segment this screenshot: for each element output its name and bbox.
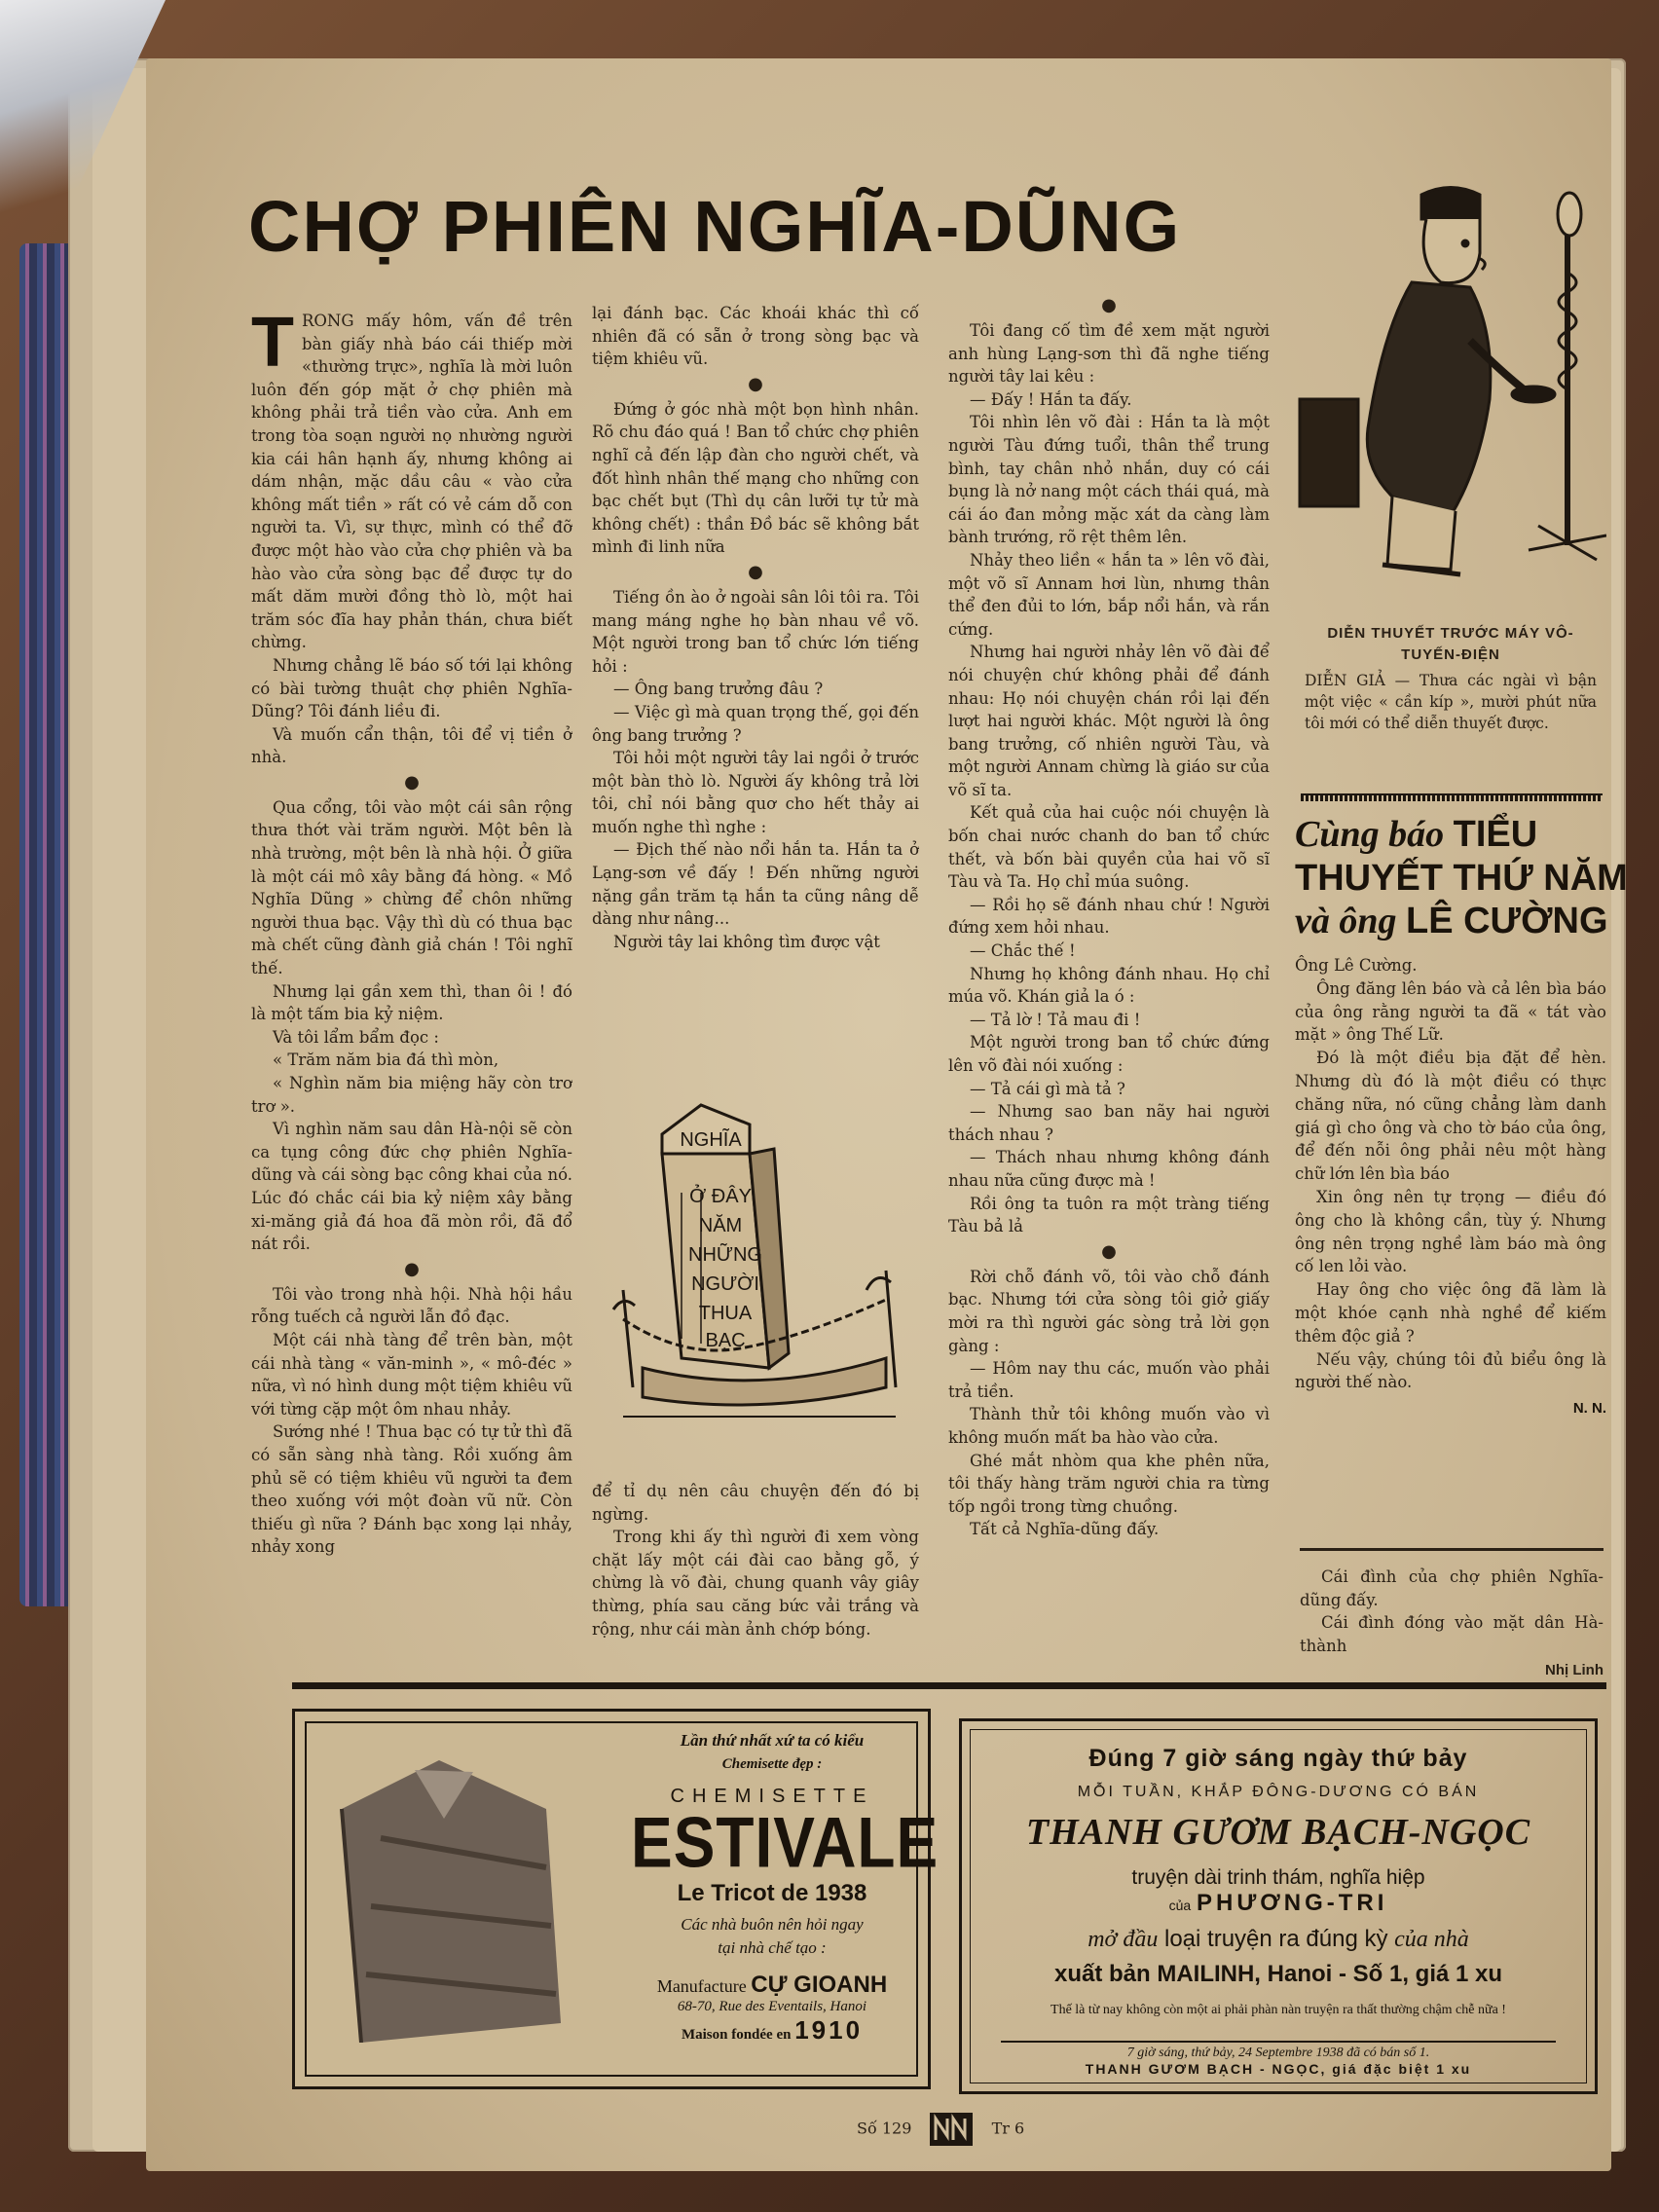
article-paragraph: Một người trong ban tổ chức đứng lên võ đài nói xuống : xyxy=(948,1033,1270,1075)
article-paragraph: Rồi ông ta tuôn ra một tràng tiếng Tàu bả lả xyxy=(948,1194,1270,1236)
article-paragraph: Nhảy theo liền « hắn ta » lên võ đài, một võ sĩ Annam hơi lùn, nhưng thân thể đen đủi to lớn, bắp nổi hắn, và rắn cứng. xyxy=(948,550,1270,639)
ad-line: tại nhà chế tạo : xyxy=(718,1938,827,1957)
promo-paragraph: Xin ông nên tự trọng — điều đó ông cho là không cần, tùy ý. Nhưng ông nên trọng nghề làm báo mà ông cố len lỏi vào. xyxy=(1295,1187,1606,1276)
dialogue-line: — Hôm nay thu các, muốn vào phải trả tiền. xyxy=(948,1359,1270,1401)
novel-ad xyxy=(959,1718,1598,2094)
page-number: Tr 6 xyxy=(991,2119,1025,2138)
page-footer xyxy=(857,2113,1090,2146)
promo-line: LÊ CƯỜNG xyxy=(1406,901,1608,941)
article-column-2 xyxy=(592,302,919,1100)
author-signature: Nhị Linh xyxy=(1545,1662,1604,1679)
monument-word: NĂM xyxy=(698,1215,743,1236)
cartoon-text: DIỄN GIẢ — Thưa các ngài vì bận một việc « cần kíp », mười phút nữa tôi mới có thể diễn thuyết được. xyxy=(1305,672,1597,732)
article-paragraph: lại đánh bạc. Các khoái khác thì cố nhiên đã có sẵn ở trong sòng bạc và tiệm khiêu vũ. xyxy=(592,304,919,369)
article-paragraph: RONG mấy hôm, vấn đề trên bàn giấy nhà báo cái thiếp mời «thường trực», nghĩa là mời luôn luôn đến góp mặt ở chợ phiên mà không phải trả tiền vào cửa. Anh em trong tòa soạn người nọ nhường người kia cái hân hạnh ấy, nhưng không ai dám nhận, mặc dầu câu « vào cửa không mất tiền » rất có vẻ cám dỗ con người ta. Vì, sự thực, mình có thể đỡ được một hào vào cửa chợ phiên và ba hào vào cửa sòng bạc để được tự do mất dăm mười đồng thò lò, một hai trăm sóc đĩa hay phản thán, chưa biết chừng. xyxy=(251,312,572,652)
promo-paragraph: Hay ông cho việc ông đã làm là một khóe cạnh nhà nghề để kiếm thêm độc giả ? xyxy=(1295,1280,1606,1346)
section-dot: ● xyxy=(748,373,763,394)
ad-line: Lần thứ nhất xứ ta có kiểu xyxy=(680,1731,865,1750)
promo-line: và ông xyxy=(1295,901,1397,941)
section-dot: ● xyxy=(1101,1240,1117,1262)
ad-line: Đúng 7 giờ sáng ngày thứ bảy xyxy=(1088,1745,1468,1772)
cartoon-title: DIỄN THUYẾT TRƯỚC MÁY VÔ-TUYẾN-ĐIỆN xyxy=(1327,625,1574,663)
promo-line: THUYẾT THỨ NĂM xyxy=(1295,858,1628,899)
article-paragraph: Ghé mắt nhòm qua khe phên nữa, tôi thấy hàng trăm người chia ra từng tốp ngồi trong từng chuồng. xyxy=(948,1451,1270,1516)
section-dot: ● xyxy=(404,771,420,793)
ad-line: Thế là từ nay không còn một ai phải phàn nàn truyện ra thất thường chậm chễ nữa ! xyxy=(1051,2003,1506,2017)
ad-title: THANH GƯƠM BẠCH-NGỌC xyxy=(1025,1812,1531,1853)
article-column-4 xyxy=(1300,1566,1604,1682)
dialogue-line: — Tả lờ ! Tả mau đi ! xyxy=(970,1010,1141,1029)
drop-cap: T xyxy=(251,310,294,382)
ad-maker: CỰ GIOANH xyxy=(751,1972,888,1998)
dialogue-line: — Rồi họ sẽ đánh nhau chứ ! Người đứng xem hỏi nhau. xyxy=(948,895,1270,938)
article-paragraph: Rời chỗ đánh võ, tôi vào chỗ đánh bạc. Nhưng tới cửa sòng tôi giở giấy mời ra thì người gác sòng trả lời gọn gàng : xyxy=(948,1267,1270,1355)
article-paragraph: Cái đình đóng vào mặt dân Hà-thành xyxy=(1300,1613,1604,1655)
ad-line: truyện dài trinh thám, nghĩa hiệp xyxy=(1131,1866,1425,1889)
monument-word: THUA xyxy=(698,1303,753,1324)
ad-line: mở đầu xyxy=(1088,1927,1159,1952)
article-column-1 xyxy=(251,310,572,1673)
article-paragraph: Nhưng họ không đánh nhau. Họ chỉ múa võ. Khán giả la ó : xyxy=(948,964,1270,1007)
article-paragraph: Cái đình của chợ phiên Nghĩa-dũng đấy. xyxy=(1300,1567,1604,1609)
ad-author: PHƯƠNG-TRI xyxy=(1197,1890,1388,1916)
article-paragraph: Thành thử tôi không muốn vào vì không muốn mất ba hào vào cửa. xyxy=(948,1405,1270,1447)
dialogue-line: — Thách nhau nhưng không đánh nhau nữa cũng được mà ! xyxy=(948,1148,1270,1190)
ad-line: CHEMISETTE xyxy=(670,1786,874,1807)
ad-line: loại truyện ra đúng kỳ xyxy=(1164,1926,1388,1952)
article-paragraph: Kết quả của hai cuộc nói chuyện là bốn chai nước chanh do ban tổ chức thết, và bốn bài quyền của hai võ sĩ Tàu và Ta. Họ chỉ múa suông. xyxy=(948,803,1270,892)
section-dot: ● xyxy=(748,561,763,582)
ad-address: 68-70, Rue des Eventails, Hanoi xyxy=(677,1999,867,2014)
ad-brand: ESTIVALE xyxy=(631,1801,940,1883)
article-paragraph: Tất cả Nghĩa-dũng đấy. xyxy=(970,1520,1160,1539)
article-column-3 xyxy=(948,292,1270,1684)
monument-word: NHỮNG xyxy=(688,1244,762,1266)
article-paragraph: Đứng ở góc nhà một bọn hình nhân. Rõ chu đáo quá ! Ban tổ chức chợ phiên nghĩ cả đến lập đàn cho người chết, và đốt hình nhân thế mạng cho những con bạc chết bụt (Thì dụ cân lưỡi tự tử mà không chết) : thần Đồ bác sẽ không bắt mình đi linh nữa xyxy=(592,399,919,557)
monument-illustration xyxy=(604,1095,915,1446)
promo-line: TIỂU xyxy=(1453,814,1538,855)
publication-logo-icon xyxy=(930,2113,973,2146)
issue-number: Số 129 xyxy=(857,2119,912,2138)
ad-line: THANH GƯƠM BẠCH - NGỌC, giá đặc biệt 1 xu xyxy=(1085,2061,1472,2077)
dialogue-line: — Đấy ! Hắn ta đấy. xyxy=(970,389,1132,409)
verse-line: « Trăm năm bia đá thì mòn, xyxy=(273,1051,499,1070)
column-divider xyxy=(1300,1548,1604,1551)
monument-word: NGƯỜI xyxy=(691,1273,759,1295)
ad-line: Các nhà buôn nên hỏi ngay xyxy=(681,1915,864,1934)
dialogue-line: — Tả cái gì mà tả ? xyxy=(970,1079,1125,1098)
ad-divider xyxy=(1001,2041,1556,2043)
section-divider xyxy=(1301,793,1603,801)
article-paragraph: Tôi nhìn lên võ đài : Hắn ta là một người Tàu đứng tuổi, thân thể trung bình, tay chân nhỏ nhắn, duy có cái bụng là nở nang một cách thái quá, mà cái áo đan mỏng mặc xát da càng làm bành trướng, rõ rệt thêm lên. xyxy=(948,413,1270,547)
article-paragraph: Sướng nhé ! Thua bạc có tự tử thì đã có sẵn sàng nhà tàng. Rồi xuống âm phủ sẽ có tiệm khiêu vũ người ta đem theo xuống với một đoàn vũ nữ. Còn thiếu gì nữa ? Đánh bạc xong lại nhảy, nhảy xong xyxy=(251,1422,572,1557)
ad-line: MỖI TUẦN, KHẮP ĐÔNG-DƯƠNG CÓ BÁN xyxy=(1077,1784,1480,1800)
ad-line: Chemisette đẹp : xyxy=(721,1756,823,1772)
dialogue-line: — Việc gì mà quan trọng thế, gọi đến ông bang trưởng ? xyxy=(592,702,919,745)
article-paragraph: Trong khi ấy thì người đi xem vòng chặt lấy một cái đài cao bằng gỗ, ý chừng là võ đài, chung quanh vây giây thừng, phía sau căng bức vải trắng và rộng, như cái màn ảnh chớp bóng. xyxy=(592,1528,919,1639)
chemisette-ad xyxy=(292,1709,940,2089)
article-paragraph: Và tôi lẩm bẩm đọc : xyxy=(273,1027,439,1047)
ad-line: 7 giờ sáng, thứ bảy, 24 Septembre 1938 đã có bán số 1. xyxy=(1126,2046,1430,2060)
ad-section-rule xyxy=(292,1682,1606,1689)
section-dot: ● xyxy=(404,1258,420,1279)
article-paragraph: Tôi hỏi một người tây lai ngồi ở trước một bàn thò lò. Người ấy không trả lời tôi, chỉ nói bằng quơ cho hết thảy ai muốn nghe thì nghe : xyxy=(592,749,919,836)
verse-line: « Nghìn năm bia miệng hãy còn trơ trơ ». xyxy=(251,1074,572,1116)
article-paragraph: Một cái nhà tàng để trên bàn, một cái nhà tàng « văn-minh », « mô-đéc » nữa, vì nó hình dung một tiệm khiêu vũ với từng cặp một ôm nhau nhảy. xyxy=(251,1330,572,1419)
article-paragraph: để tỉ dụ nên câu chuyện đến đó bị ngừng. xyxy=(592,1482,919,1524)
article-column-2-continued xyxy=(592,1480,919,1675)
promo-paragraph: Đó là một điều bịa đặt để hèn. Nhưng dù đó là một điều có thực chăng nữa, nó cũng chẳng làm danh giá gì cho ông và cho tờ báo của ông, để đến nỗi ông phải nêu một hàng chữ lớn lên bìa báo xyxy=(1295,1049,1606,1184)
ad-line: của xyxy=(1168,1898,1192,1913)
article-paragraph: Tôi đang cố tìm đề xem mặt người anh hùng Lạng-sơn thì đã nghe tiếng người tây lai kêu : xyxy=(948,321,1270,387)
dialogue-line: — Địch thế nào nổi hắn ta. Hắn ta ở Lạng-sơn về đấy ! Đến những người nặng gần trăm tạ hắn ta cũng nâng dễ dàng như nâng... xyxy=(592,840,919,929)
monument-word: NGHĨA xyxy=(680,1129,742,1151)
article-paragraph: Vì nghìn năm sau dân Hà-nội sẽ còn ca tụng công đức chợ phiên Nghĩa-dũng và cái sòng bạc công khai của nó. Lúc đó chắc cái bia kỷ niệm xây bằng xi-măng giả đá hoa đã mòn rồi, đã đổ nát rồi. xyxy=(251,1120,572,1254)
headline: CHỢ PHIÊN NGHĨA-DŨNG xyxy=(248,186,1182,267)
ad-line: của nhà xyxy=(1394,1927,1469,1952)
article-paragraph: Tôi vào trong nhà hội. Nhà hội hầu rỗng tuếch cả người lẫn đồ đạc. xyxy=(251,1284,572,1327)
promo-box xyxy=(1295,813,1628,1418)
ad-line: xuất bản MAILINH, Hanoi - Số 1, giá 1 xu xyxy=(1053,1961,1503,1987)
promo-paragraph: Nếu vậy, chúng tôi đủ biểu ông là người thế nào. xyxy=(1295,1349,1606,1392)
cartoon-caption xyxy=(1305,623,1597,734)
folded-shirt-photo xyxy=(322,1751,566,2043)
promo-line: Cùng báo xyxy=(1295,814,1445,855)
article-paragraph: Qua cổng, tôi vào một cái sân rộng thưa thớt vài trăm người. Một bên là nhà trường, một bên là nhà hội. Ở giữa là một cái mô xây bằng đá hòng. « Mồ Nghĩa Dũng » chừng để chôn những người thua bạc. Vậy thì dù có thua bạc mà chết cũng đành giả chán ! Tôi nghĩ thế. xyxy=(251,797,572,978)
promo-paragraph: Ông Lê Cường. xyxy=(1295,956,1418,975)
promo-paragraph: Ông đăng lên báo và cả lên bìa báo của ông rằng người ta đã « tát vào mặt » ông Thế Lữ. xyxy=(1295,978,1606,1045)
cartoon-speaker-illustration xyxy=(1295,175,1606,604)
dialogue-line: — Nhưng sao ban nãy hai người thách nhau ? xyxy=(948,1102,1270,1144)
article-paragraph: Nhưng hai người nhảy lên võ đài để nói chuyện chứ không phải để đánh nhau: Họ nói chuyện chán rồi lại đến lượt hai người khác. Một người là ông bang trưởng, cố nhiên người Tàu, và một người Annam chừng là giáo sư của võ sĩ ta. xyxy=(948,643,1270,799)
ad-line: Manufacture xyxy=(656,1976,747,1996)
monument-word: Ở ĐÂY xyxy=(689,1186,752,1207)
dialogue-line: — Chắc thế ! xyxy=(970,941,1076,961)
dialogue-line: — Ông bang trưởng đâu ? xyxy=(613,680,824,699)
ad-line: Le Tricot de 1938 xyxy=(677,1880,867,1906)
monument-word: BẠC xyxy=(705,1330,746,1351)
article-paragraph: Nhưng chẳng lẽ báo số tới lại không có bài tường thuật chợ phiên Nghĩa-Dũng? Tôi đánh liều đi. xyxy=(251,655,572,721)
article-paragraph: Người tây lai không tìm được vật xyxy=(613,932,880,951)
section-dot: ● xyxy=(1101,295,1117,315)
ad-year: 1910 xyxy=(794,2015,864,2045)
article-paragraph: Nhưng lại gần xem thì, than ôi ! đó là một tấm bia kỷ niệm. xyxy=(251,981,572,1024)
article-paragraph: Và muốn cẩn thận, tôi để vị tiền ở nhà. xyxy=(251,724,572,767)
article-paragraph: Tiếng ồn ào ở ngoài sân lôi tôi ra. Tôi mang máng nghe họ bàn nhau về võ. Một người trong ban tổ chức lớn tiếng hỏi : xyxy=(592,587,919,676)
ad-line: Maison fondée en xyxy=(681,2027,792,2043)
promo-signature: N. N. xyxy=(1572,1400,1606,1418)
